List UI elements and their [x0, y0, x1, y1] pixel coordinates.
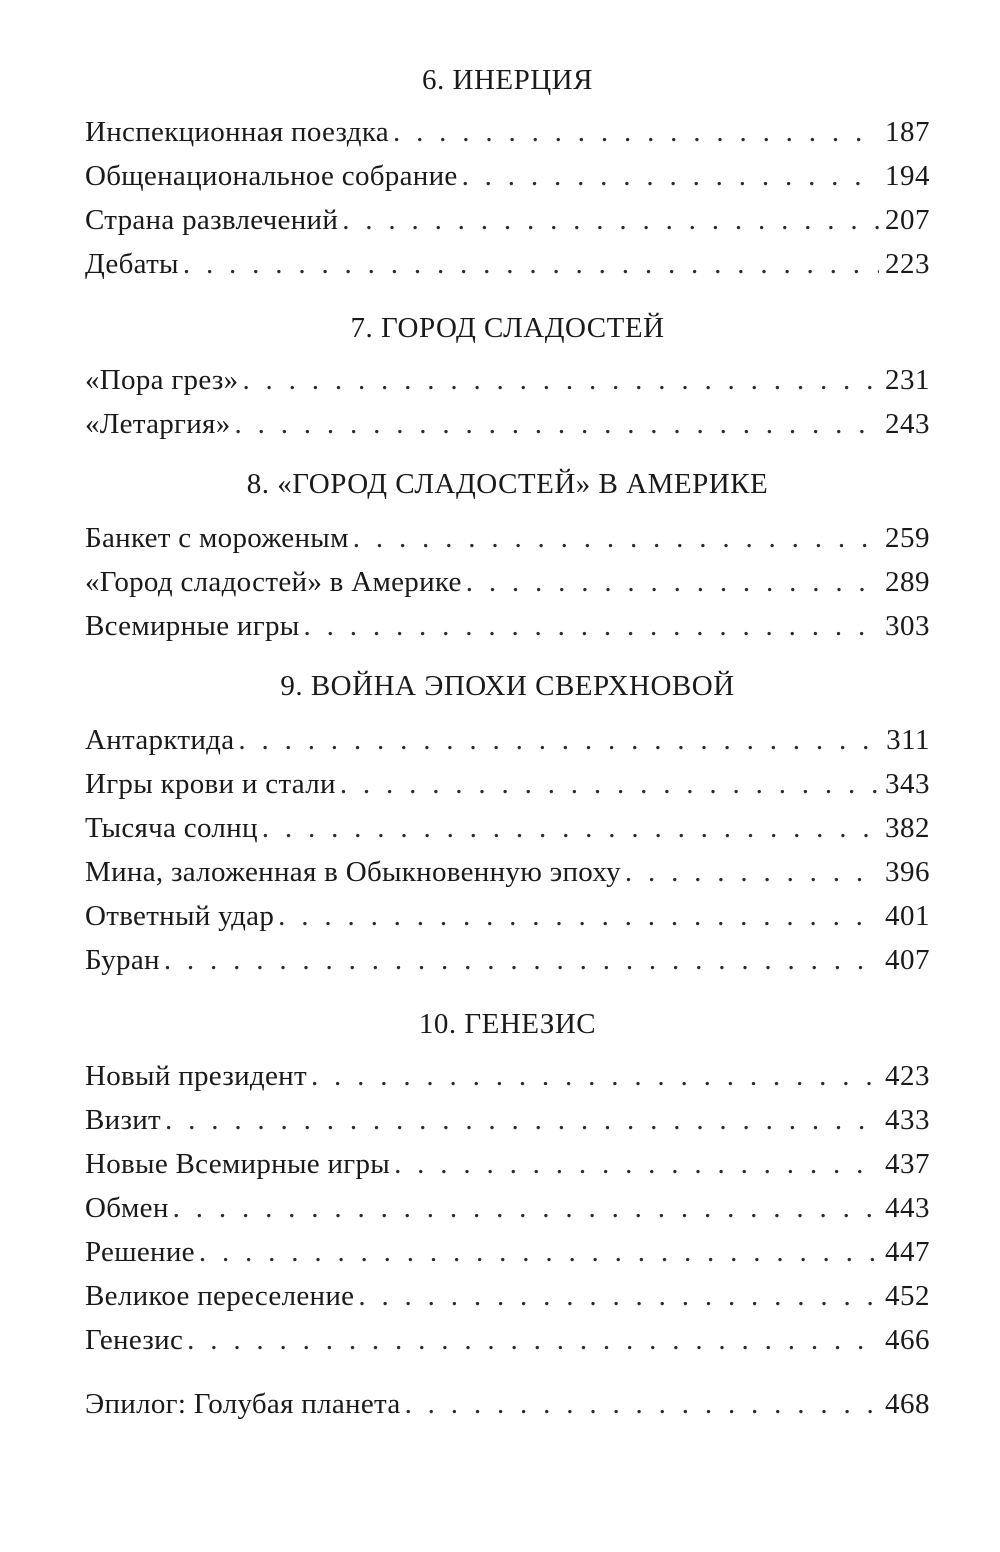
entry-title: «Пора грез» [85, 364, 239, 396]
page-number: 231 [885, 364, 930, 396]
entry-title: Игры крови и стали [85, 768, 336, 800]
section-title: 7. ГОРОД СЛАДОСТЕЙ [350, 312, 665, 344]
toc-entry [85, 810, 930, 846]
entry-title: Мина, заложенная в Обыкновенную эпоху [85, 856, 621, 888]
toc-entry [85, 114, 930, 150]
entry-title: Великое переселение [85, 1280, 355, 1312]
page-number: 443 [885, 1192, 930, 1224]
page-number: 259 [885, 522, 930, 554]
dot-leader [262, 810, 879, 846]
dot-leader [173, 1190, 879, 1226]
toc-entry [85, 1234, 930, 1270]
page-number: 407 [885, 944, 930, 976]
dot-leader [311, 1058, 879, 1094]
toc-entry [85, 942, 930, 978]
section-title: 10. ГЕНЕЗИС [418, 1008, 597, 1040]
page-number: 223 [885, 248, 930, 280]
dot-leader [340, 766, 879, 802]
toc-entry [85, 1322, 930, 1358]
entry-title: Новые Всемирные игры [85, 1148, 391, 1180]
page-number: 401 [885, 900, 930, 932]
dot-leader [164, 942, 879, 978]
dot-leader [625, 854, 879, 890]
page-number: 468 [885, 1388, 930, 1420]
toc-entry [85, 1102, 930, 1138]
entry-title: Общенациональное собрание [85, 160, 458, 192]
entry-title: Генезис [85, 1324, 184, 1356]
page-number: 311 [886, 724, 930, 756]
toc-entry [85, 1146, 930, 1182]
entry-title: Решение [85, 1236, 195, 1268]
toc-entry [85, 1278, 930, 1314]
toc-entry [85, 1058, 930, 1094]
toc-entry [85, 854, 930, 890]
toc-entry [85, 766, 930, 802]
entry-title: Банкет с мороженым [85, 522, 349, 554]
entry-title: Антарктида [85, 724, 235, 756]
dot-leader [353, 520, 879, 556]
page-number: 423 [885, 1060, 930, 1092]
entry-title: Всемирные игры [85, 610, 300, 642]
page-number: 303 [885, 610, 930, 642]
entry-title: Новый президент [85, 1060, 307, 1092]
page-number: 437 [885, 1148, 930, 1180]
entry-title: Визит [85, 1104, 162, 1136]
page-number: 382 [885, 812, 930, 844]
entry-title: Дебаты [85, 248, 179, 280]
dot-leader [235, 406, 880, 442]
toc-entry [85, 564, 930, 600]
section-title: 6. ИНЕРЦИЯ [422, 64, 593, 96]
dot-leader [393, 114, 879, 150]
page-number: 243 [885, 408, 930, 440]
toc-entry [85, 608, 930, 644]
entry-title: Инспекционная поездка [85, 116, 389, 148]
toc-entry [85, 1190, 930, 1226]
dot-leader [242, 362, 879, 398]
dot-leader [466, 564, 879, 600]
dot-leader [278, 898, 879, 934]
dot-leader [405, 1386, 879, 1422]
dot-leader [199, 1234, 879, 1270]
page-number: 466 [885, 1324, 930, 1356]
dot-leader [342, 202, 879, 238]
page-number: 452 [885, 1280, 930, 1312]
toc-entry [85, 898, 930, 934]
dot-leader [304, 608, 879, 644]
toc-entry [85, 246, 930, 282]
entry-title: Обмен [85, 1192, 169, 1224]
dot-leader [183, 246, 879, 282]
section-title: 9. ВОЙНА ЭПОХИ СВЕРХНОВОЙ [280, 670, 735, 702]
dot-leader [462, 158, 879, 194]
page-number: 396 [885, 856, 930, 888]
page-number: 194 [885, 160, 930, 192]
toc-entry [85, 722, 930, 758]
page-number: 187 [885, 116, 930, 148]
dot-leader [358, 1278, 879, 1314]
page-number: 433 [885, 1104, 930, 1136]
entry-title: Ответный удар [85, 900, 275, 932]
page-number: 343 [885, 768, 930, 800]
toc-entry [85, 362, 930, 398]
toc-entry [85, 158, 930, 194]
entry-title: Эпилог: Голубая планета [85, 1388, 401, 1420]
entry-title: Тысяча солнц [85, 812, 258, 844]
entry-title: «Летаргия» [85, 408, 231, 440]
entry-title: Страна развлечений [85, 204, 339, 236]
dot-leader [394, 1146, 879, 1182]
page-number: 447 [885, 1236, 930, 1268]
section-title: 8. «ГОРОД СЛАДОСТЕЙ» В АМЕРИКЕ [246, 468, 769, 500]
toc-entry [85, 202, 930, 238]
entry-title: «Город сладостей» в Америке [85, 566, 462, 598]
toc-entry [85, 406, 930, 442]
dot-leader [165, 1102, 879, 1138]
page-number: 207 [885, 204, 930, 236]
toc-entry-epilogue [85, 1386, 930, 1422]
toc-entry [85, 520, 930, 556]
dot-leader [238, 722, 880, 758]
page-number: 289 [885, 566, 930, 598]
entry-title: Буран [85, 944, 160, 976]
dot-leader [187, 1322, 879, 1358]
